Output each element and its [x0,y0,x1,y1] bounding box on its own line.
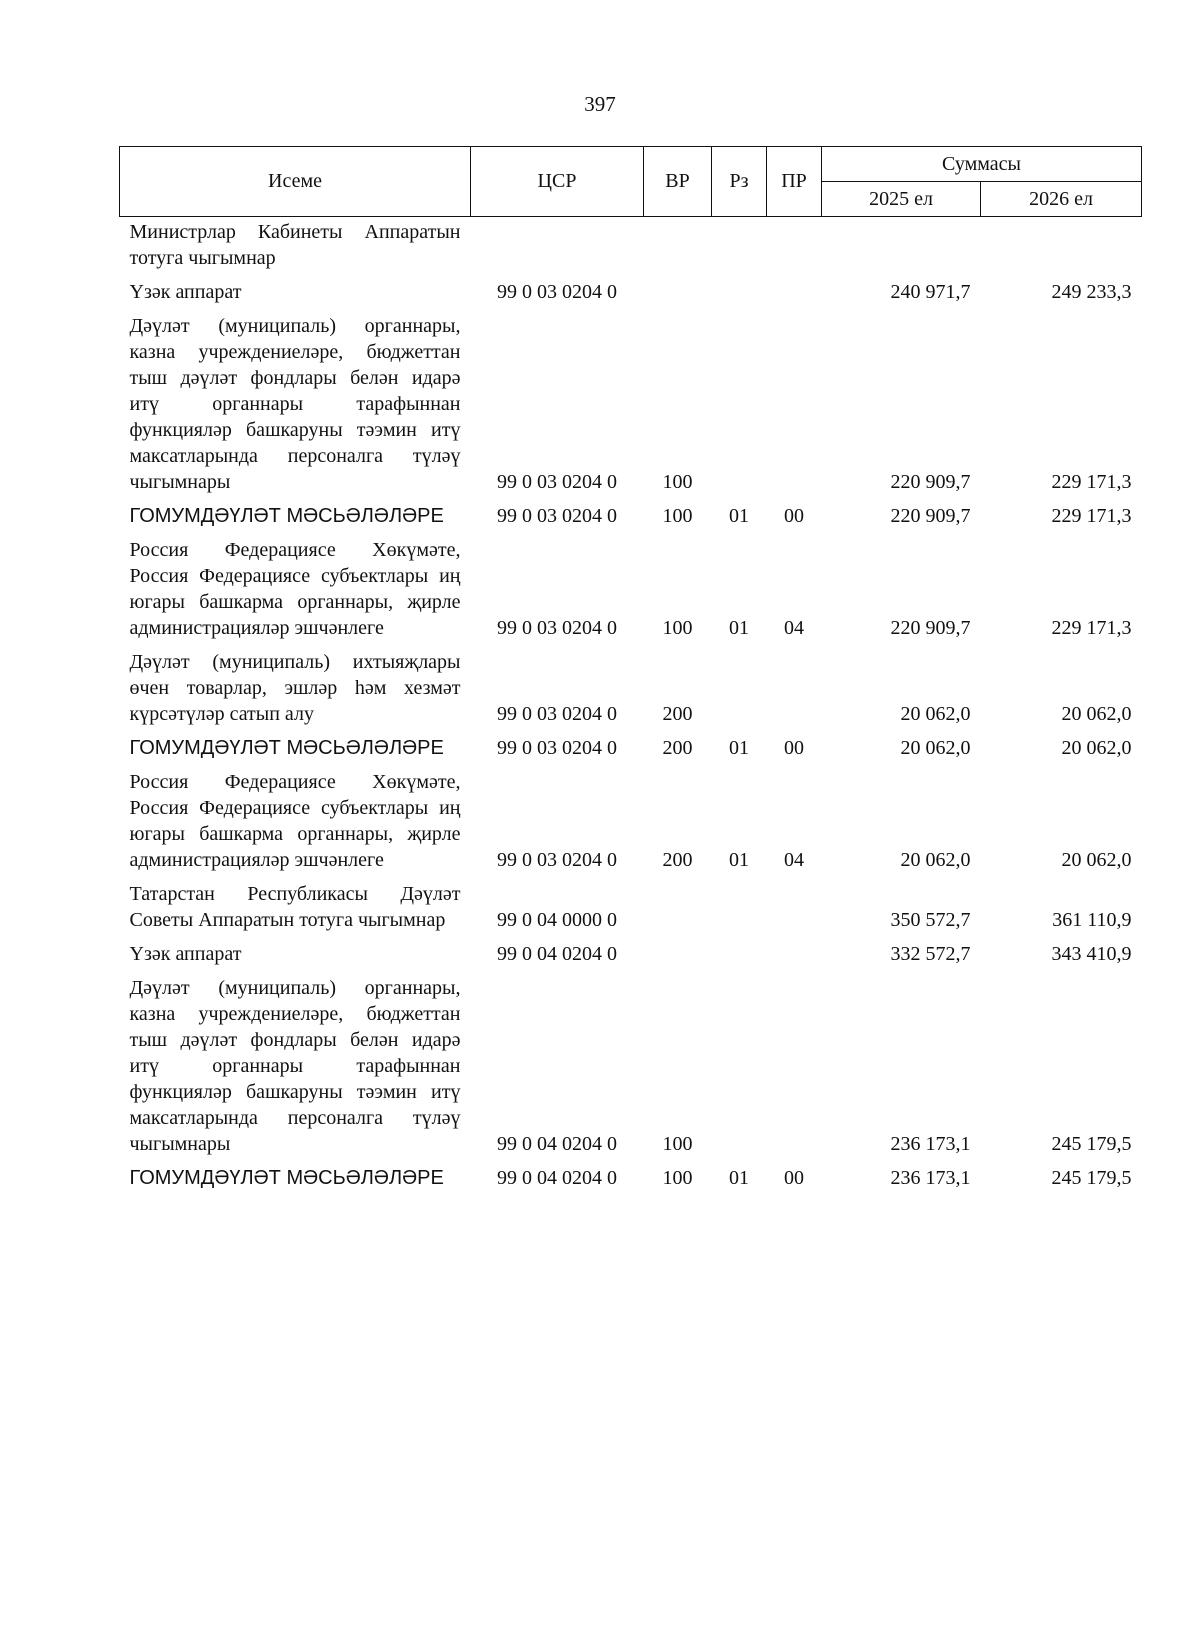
budget-table [119,146,1142,1191]
cell-rz [712,933,767,967]
header-year-2026: 2026 ел [981,182,1142,217]
cell-sum-2026: 361 110,9 [1052,909,1132,931]
cell-pr [767,933,822,967]
cell-csr: 99 0 03 0204 0 [497,281,617,303]
cell-rz [712,271,767,305]
cell-rz [712,641,767,727]
cell-csr: 99 0 03 0204 0 [497,737,617,759]
cell-sum-2026: 249 233,3 [1051,281,1132,303]
cell-name: Министрлар Кабинеты Аппаратын тотуга чыгымнар [129,221,461,269]
table-row [120,727,1142,761]
table-row [120,1157,1142,1191]
cell-vr: 200 [662,737,693,759]
cell-name: Россия Федерациясе Хөкүмәте, Россия Федерациясе субъектлары иң югары башкарма органнары, җирле администрацияләр эшчәнлеге [129,539,461,639]
cell-csr: 99 0 04 0204 0 [497,943,617,965]
cell-sum-2026: 229 171,3 [1051,471,1132,493]
page-number: 397 [584,92,616,116]
table-body [120,217,1142,1192]
table-row [120,761,1142,873]
header-rz: Рз [712,147,767,217]
cell-pr: 00 [784,505,804,527]
table-row [120,495,1142,529]
header-sum: Суммасы [822,147,1142,182]
cell-vr [644,873,712,933]
cell-csr: 99 0 04 0204 0 [497,1133,617,1155]
cell-rz [712,305,767,495]
cell-sum-2025: 20 062,0 [900,849,971,871]
cell-name: ГОМУМДӘҮЛӘТ МӘСЬӘЛӘЛӘРЕ [129,737,444,759]
cell-vr: 200 [662,703,693,725]
cell-rz: 01 [729,1167,749,1189]
cell-sum-2025 [822,217,981,272]
cell-sum-2026: 343 410,9 [1051,943,1132,965]
cell-sum-2025: 240 971,7 [890,281,971,303]
cell-name: ГОМУМДӘҮЛӘТ МӘСЬӘЛӘЛӘРЕ [129,505,444,527]
cell-vr [644,933,712,967]
cell-sum-2025: 236 173,1 [890,1133,971,1155]
cell-vr: 100 [662,617,693,639]
cell-name: Дәүләт (муниципаль) органнары, казна учреждениеләре, бюджеттан тыш дәүләт фондлары белән идарә итү органнары тарафыннан функцияләр башкаруны тәэмин итү максатларында персоналга түләү чыгымнары [129,315,461,493]
table-row [120,271,1142,305]
cell-rz [712,873,767,933]
table-row [120,641,1142,727]
cell-sum-2026: 229 171,3 [1051,617,1132,639]
cell-csr: 99 0 04 0000 0 [497,909,617,931]
table-row [120,873,1142,933]
cell-rz: 01 [729,737,749,759]
cell-sum-2025: 350 572,7 [890,909,971,931]
cell-sum-2025: 332 572,7 [890,943,971,965]
cell-rz: 01 [729,505,749,527]
cell-vr: 100 [662,1167,693,1189]
cell-pr: 04 [784,849,804,871]
cell-name: Россия Федерациясе Хөкүмәте, Россия Федерациясе субъектлары иң югары башкарма органнары, җирле администрацияләр эшчәнлеге [129,771,461,871]
header-name: Исеме [120,147,471,217]
header-csr: ЦСР [471,147,644,217]
cell-sum-2026: 245 179,5 [1051,1133,1132,1155]
table-row [120,217,1142,272]
header-pr: ПР [767,147,822,217]
cell-pr: 04 [784,617,804,639]
cell-name: Үзәк аппарат [129,943,242,965]
cell-vr: 100 [662,471,693,493]
table-row [120,305,1142,495]
table-header [120,147,1142,217]
cell-pr [767,641,822,727]
cell-pr [767,271,822,305]
table-row [120,529,1142,641]
cell-pr: 00 [784,1167,804,1189]
table-row [120,967,1142,1157]
cell-rz: 01 [729,617,749,639]
cell-vr: 100 [662,505,693,527]
header-vr: ВР [644,147,712,217]
cell-name: Татарстан Республикасы Дәүләт Советы Аппаратын тотуга чыгымнар [129,883,461,931]
cell-csr: 99 0 03 0204 0 [497,617,617,639]
cell-sum-2026: 229 171,3 [1051,505,1132,527]
cell-sum-2025: 20 062,0 [900,737,971,759]
cell-pr [767,873,822,933]
cell-sum-2026: 245 179,5 [1051,1167,1132,1189]
cell-sum-2025: 220 909,7 [890,505,971,527]
cell-csr: 99 0 04 0204 0 [497,1167,617,1189]
cell-pr: 00 [784,737,804,759]
cell-csr: 99 0 03 0204 0 [497,471,617,493]
cell-name: Дәүләт (муниципаль) ихтыяҗлары өчен товарлар, эшләр һәм хезмәт күрсәтүләр сатып алу [129,651,461,725]
cell-sum-2026: 20 062,0 [1061,849,1132,871]
cell-vr: 200 [662,849,693,871]
cell-csr: 99 0 03 0204 0 [497,703,617,725]
cell-pr [767,217,822,272]
cell-csr: 99 0 03 0204 0 [497,505,617,527]
cell-csr: 99 0 03 0204 0 [497,849,617,871]
cell-name: ГОМУМДӘҮЛӘТ МӘСЬӘЛӘЛӘРЕ [129,1167,444,1189]
table-row [120,933,1142,967]
cell-vr [644,217,712,272]
cell-rz [712,967,767,1157]
cell-pr [767,305,822,495]
cell-sum-2026: 20 062,0 [1061,737,1132,759]
cell-name: Дәүләт (муниципаль) органнары, казна учреждениеләре, бюджеттан тыш дәүләт фондлары белән идарә итү органнары тарафыннан функцияләр башкаруны тәэмин итү максатларында персоналга түләү чыгымнары [129,977,461,1155]
cell-sum-2025: 20 062,0 [900,703,971,725]
cell-sum-2026: 20 062,0 [1061,703,1132,725]
cell-sum-2025: 220 909,7 [890,471,971,493]
cell-sum-2025: 220 909,7 [890,617,971,639]
cell-name: Үзәк аппарат [129,281,242,303]
header-year-2025: 2025 ел [822,182,981,217]
cell-rz: 01 [729,849,749,871]
cell-vr: 100 [662,1133,693,1155]
cell-pr [767,967,822,1157]
cell-csr [471,217,644,272]
cell-sum-2025: 236 173,1 [890,1167,971,1189]
cell-sum-2026 [981,217,1142,272]
cell-vr [644,271,712,305]
cell-rz [712,217,767,272]
